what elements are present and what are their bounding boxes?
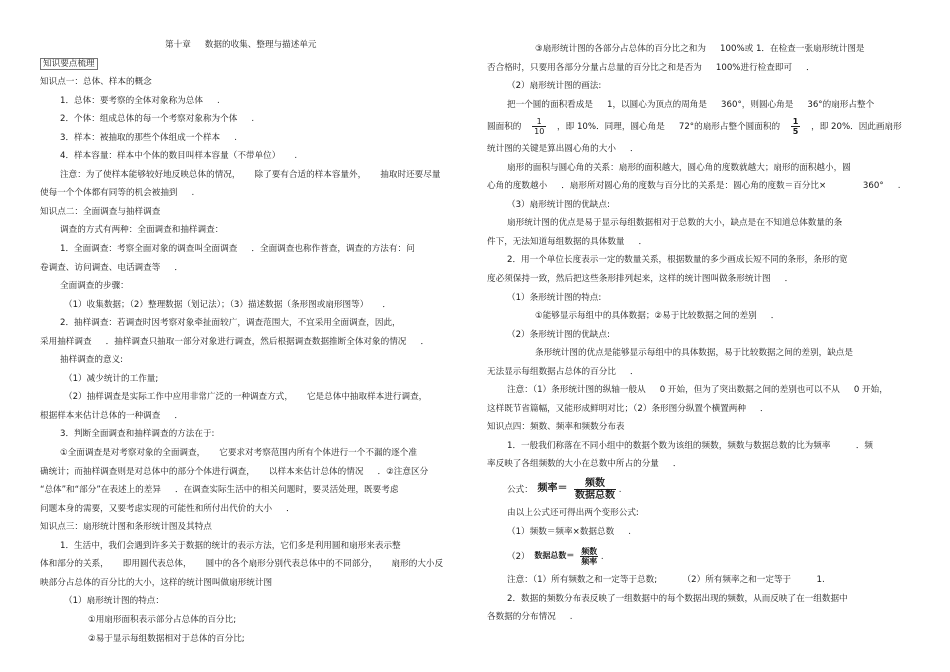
fraction-denominator: 5 [792,127,799,137]
heading-line: 知识点四：频数、频率和频数分布表 [487,422,625,433]
text-line: （2）扇形统计图的画法: [507,81,602,92]
right-column [487,40,922,627]
text-line: 度必须保持一致，然后把这些条形排列起来，这样的统计图叫做条形统计图 ． [487,274,794,285]
formula-tail: . [600,551,604,562]
frequency-formula [487,474,922,504]
text-line: 采用抽样调查 ．抽样调查只抽取一部分对象进行调查，然后根据调查数据推断全体对象的情况 ． [40,336,430,347]
text-line: 这样既节省篇幅，又能形成鲜明对比；（2）条形图分纵置个横置两种 ． [487,403,769,414]
fraction-line-middle: ，即 10%．同理，圆心角是 72°的扇形占整个圆面积的 [557,122,781,133]
text-line: 件下，无法知道每组数据的具体数量 ． [487,236,648,247]
text-line: 2．用一个单位长度表示一定的数量关系，根据数量的多少画成长短不同的条形，条形的宽 [507,255,848,266]
formula-tail: . [618,485,622,496]
text-line: 注意：为了使样本能够较好地反映总体的情况， 除了要有合适的样本容量外， 抽取时还要尽量 [60,169,441,180]
left-column [40,36,475,648]
text-line: 确统计；而抽样调查则是对总体中的部分个体进行调查， 以样本来估计总体的情况 ．②注意区分 [40,466,429,477]
text-line: 扇形的面积与圆心角的关系：扇形的面积越大，圆心角的度数就越大；扇形的面积越小，圆 [507,162,851,173]
fraction-numerator: 1 [792,117,799,127]
text-line: 1．生活中，我们会遇到许多关于数据的统计的表示方法，它们多是利用圆和扇形来表示整 [60,540,401,551]
text-line: ①用扇形面积表示部分占总体的百分比; [88,614,237,625]
heading-line: 知识点三：扇形统计图和条形统计图及其特点 [40,522,212,533]
text-line: （2）条形统计图的优缺点: [507,329,610,340]
text-line: 无法显示每组数据占总体的百分比 ． [487,366,639,377]
text-line: 1．一般我们称落在不同小组中的数据个数为该组的频数，频数与数据总数的比为频率 ．频 [507,440,874,451]
fraction-line-before: 圆面积的 [487,122,522,133]
text-line: 扇形统计图的优点是易于显示每组数据相对于总数的大小，缺点是在不知道总体数量的条 [507,218,843,229]
fraction-line-after: ，即 20%．因此画扇形 [811,122,902,133]
text-line: （2）抽样调查是实际工作中应用非常广泛的一种调查方式， 它是总体中抽取样本进行调查， [64,392,428,403]
text-line: 把一个圆的面积看成是 1，以圆心为顶点的周角是 360°，则圆心角是 36°的扇形占整个 [507,99,875,110]
text-line: 问题本身的需要，又要考虑实现的可能性和所付出代价的大小 ． [40,503,295,514]
total-formula [487,541,922,571]
text-line: 统计图的关键是算出圆心角的大小 ． [487,144,639,155]
heading-line: 知识点一：总体、样本的概念 [40,77,152,88]
text-line: （3）扇形统计图的优缺点: [507,199,610,210]
fraction-numerator: 1 [532,117,546,127]
text-line: 率反映了各组频数的大小在总数中所占的分量 ． [487,459,682,470]
formula-image [534,541,598,571]
text-line: 抽样调查的意义: [60,355,124,366]
text-line: ②易于显示每组数据相对于总体的百分比; [88,633,245,644]
text-line: 否合格时，只要用各部分分量占总量的百分比之和是否为 100%进行检查即可 ． [487,62,815,73]
text-line: 根据样本来估计总体的一种调查 ． [40,410,183,421]
section-label-row [40,55,475,74]
text-line: （1）扇形统计图的特点： [64,596,164,607]
text-line: 1．全面调查：考察全面对象的调查叫全面调查 ．全面调查也称作普查，调查的方法有：问 [60,244,415,255]
text-line: 1．总体：要考察的全体对象称为总体 . [60,95,220,106]
text-line: 心角的度数越小 ．扇形所对圆心角的度数与百分比的关系是：圆心角的度数＝百分比× 360° . [487,181,901,192]
formula-image [538,474,616,504]
text-line: 调查的方式有两种：全面调查和抽样调查： [60,225,224,236]
formula-numerator: 频数 [574,478,616,490]
text-line: （1）减少统计的工作量; [64,373,159,384]
text-line: （1）频数＝频率×数据总数 . [507,526,631,537]
text-line: 体和部分的关系， 即用圆代表总体， 圆中的各个扇形分别代表总体中的不同部分， 扇形的大小反 [40,559,444,570]
text-line: 全面调查的步骤： [60,281,129,292]
fraction-line [487,114,922,140]
text-line: 卷调查、访问调查、电话调查等 ． [40,262,183,273]
chapter-number: 第十章 [165,40,191,50]
chapter-name: 数据的收集、整理与描述单元 [204,40,317,50]
text-line: 注意：（1）条形统计图的纵轴一般从 0 开始，但为了突出数据之间的差别也可以不从 0 开始， [507,385,888,396]
fraction-one-tenth [532,117,546,136]
text-line: （1）收集数据；（2）整理数据（划记法）；（3）描述数据（条形图或扇形图等） ． [64,299,391,310]
text-line: 各数据的分布情况 . [487,612,573,623]
text-line: 条形统计图的优点是能够显示每组中的具体数据，易于比较数据之间的差别，缺点是 [535,348,853,359]
formula-label: （2） [507,551,530,562]
fraction-one-fifth [791,117,801,136]
chapter-title [40,36,475,55]
section-label: 知识要点梳理 [40,58,98,70]
text-line: 使每一个个体都有同等的机会被抽到 . [40,188,195,199]
formula-label: 公式： [507,485,533,496]
text-line: 3．判断全面调查和抽样调查的方法在于: [60,429,215,440]
formula-lhs: 频率＝ [537,483,568,495]
text-line: （1）条形统计图的特点: [507,292,602,303]
formula-denominator: 频率 [581,556,598,566]
text-line: 由以上公式还可得出两个变形公式: [507,508,639,519]
text-line: 2．数据的频数分布表反映了一组数据中的每个数据出现的频数，从而反映了在一组数据中 [507,593,848,604]
heading-line: 知识点二：全面调查与抽样调查 [40,206,161,217]
text-line: ①全面调查是对考察对象的全面调查， 它要求对考察范围内所有个体进行一个不漏的逐个准 [60,448,417,459]
text-line: 3．样本：被抽取的那些个体组成一个样本 . [60,132,237,143]
text-line: 2．个体：组成总体的每一个考察对象称为个体 . [60,114,255,125]
text-line: 映部分占总体的百分比的大小，这样的统计图叫做扇形统计图 [40,577,273,588]
text-line: 2．抽样调查：若调查时因考察对象牵扯面较广，调查范围大，不宜采用全面调查，因此， [60,318,401,329]
formula-fraction [574,478,616,501]
formula-numerator: 频数 [581,546,598,556]
text-line: “总体”和“部分”在表述上的差异 ．在调查实际生活中的相关问题时，要灵活处理，既要考虑 [40,485,399,496]
formula-denominator: 数据总数 [575,489,616,501]
fraction-denominator: 10 [534,127,545,137]
formula-lhs: 数据总数＝ [534,551,575,561]
text-line: ①能够显示每组中的具体数据；②易于比较数据之间的差别 ． [535,311,780,322]
formula-fraction [580,547,598,566]
text-line: ③扇形统计图的各部分占总体的百分比之和为 100%或 1．在检查一张扇形统计图是 [535,44,865,54]
text-line: 4．样本容量：样本中个体的数目叫样本容量（不带单位） . [60,151,298,162]
text-line: 注意：（1）所有频数之和一定等于总数; （2）所有频率之和一定等于 1. [507,575,825,586]
